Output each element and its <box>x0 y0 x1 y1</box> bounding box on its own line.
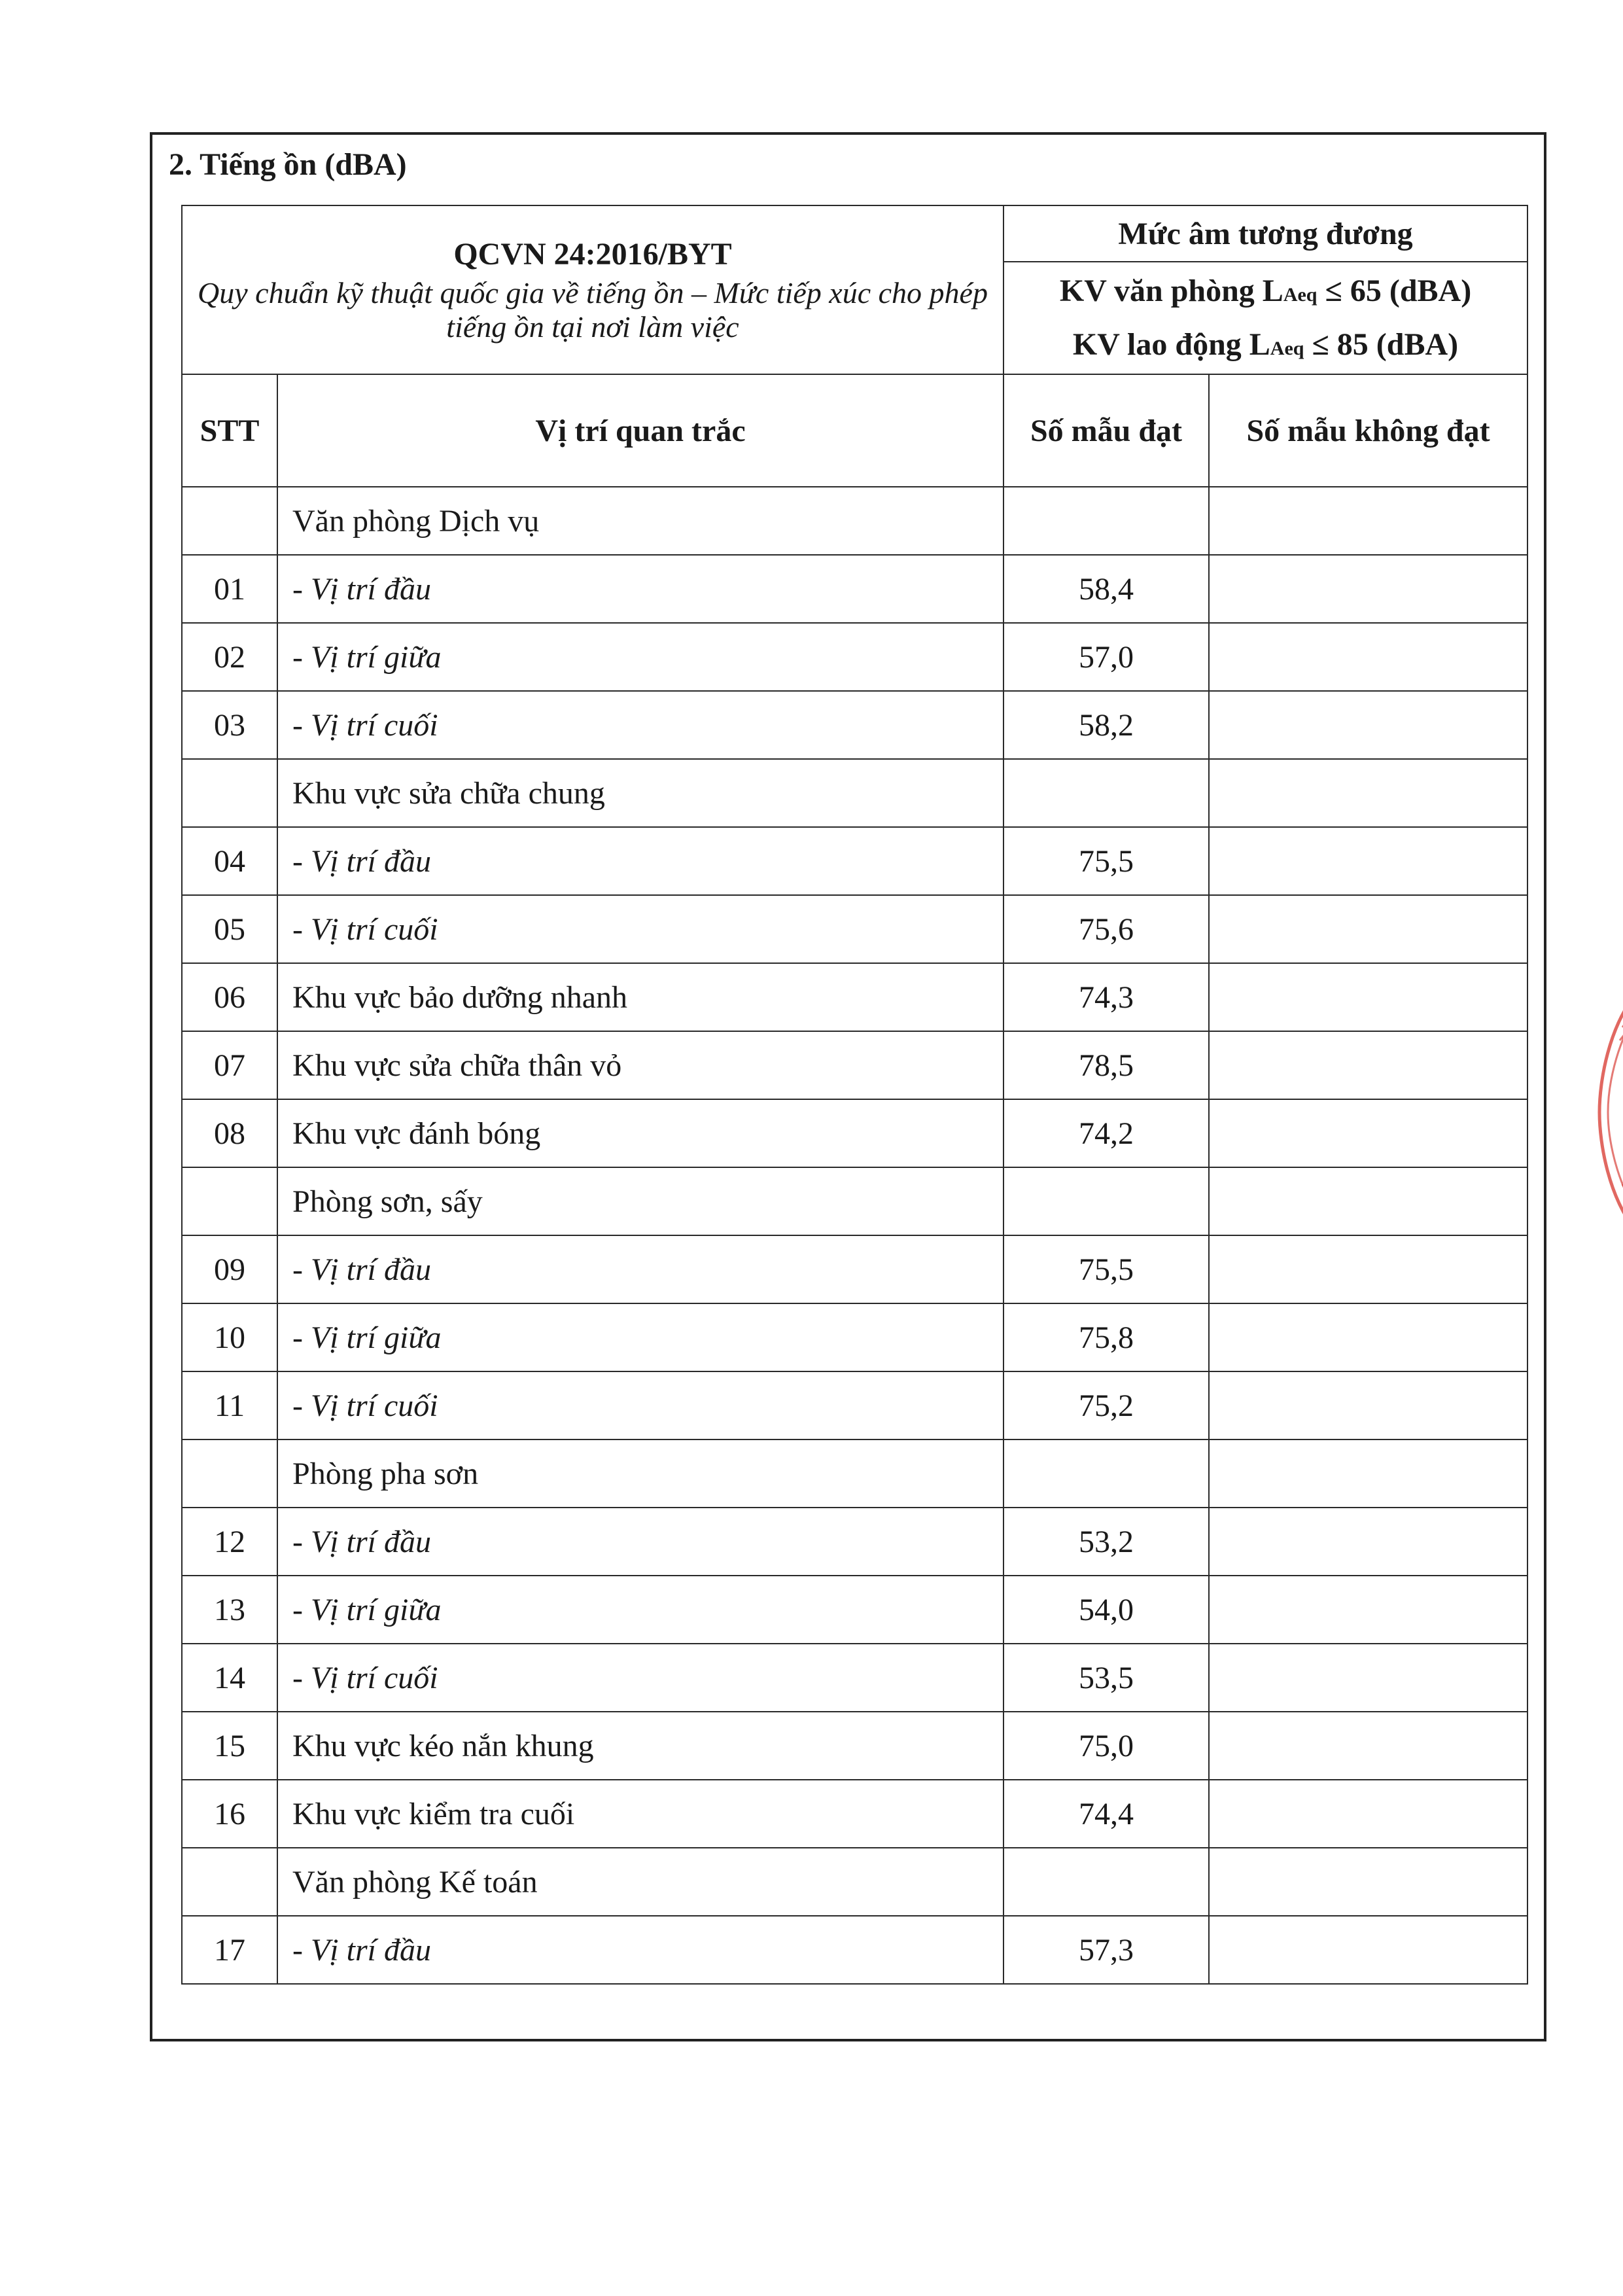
standard-code: QCVN 24:2016/BYT <box>453 236 732 272</box>
column-header-row <box>182 374 1527 487</box>
column-header-fail: Số mẫu không đạt <box>1209 374 1527 487</box>
location-cell: - Vị trí cuối <box>277 1371 1003 1439</box>
fail-value-cell <box>1209 1780 1527 1848</box>
fail-value-cell <box>1209 623 1527 691</box>
stt-cell: 10 <box>182 1303 277 1371</box>
fail-value-cell <box>1209 1099 1527 1167</box>
location-cell: Khu vực bảo dưỡng nhanh <box>277 963 1003 1031</box>
stt-cell <box>182 487 277 555</box>
pass-value-cell: 58,2 <box>1003 691 1209 759</box>
location-cell: - Vị trí đầu <box>277 1235 1003 1303</box>
location-cell: - Vị trí giữa <box>277 623 1003 691</box>
fail-value-cell <box>1209 963 1527 1031</box>
table-row <box>182 691 1527 759</box>
table-row <box>182 1644 1527 1712</box>
fail-value-cell <box>1209 1576 1527 1644</box>
table-row <box>182 487 1527 555</box>
fail-value-cell <box>1209 1439 1527 1508</box>
table-row <box>182 1371 1527 1439</box>
red-stamp-fragment <box>1596 988 1623 1237</box>
pass-value-cell: 75,8 <box>1003 1303 1209 1371</box>
location-cell: - Vị trí đầu <box>277 827 1003 895</box>
document-frame <box>150 132 1546 2041</box>
limits-cell <box>1003 262 1527 374</box>
pass-value-cell: 53,2 <box>1003 1508 1209 1576</box>
location-cell: Khu vực sửa chữa thân vỏ <box>277 1031 1003 1099</box>
table-row <box>182 1916 1527 1984</box>
location-cell: Khu vực kéo nắn khung <box>277 1712 1003 1780</box>
stt-cell: 12 <box>182 1508 277 1576</box>
location-cell: - Vị trí cuối <box>277 895 1003 963</box>
table-row <box>182 1099 1527 1167</box>
table-row <box>182 827 1527 895</box>
pass-value-cell: 54,0 <box>1003 1576 1209 1644</box>
pass-value-cell: 58,4 <box>1003 555 1209 623</box>
pass-value-cell <box>1003 1439 1209 1508</box>
column-header-location: Vị trí quan trắc <box>277 374 1003 487</box>
table-row <box>182 1712 1527 1780</box>
pass-value-cell <box>1003 1848 1209 1916</box>
fail-value-cell <box>1209 1916 1527 1984</box>
pass-value-cell: 57,0 <box>1003 623 1209 691</box>
pass-value-cell <box>1003 487 1209 555</box>
labor-limit: KV lao động LAeq ≤ 85 (dBA) <box>1072 327 1459 362</box>
fail-value-cell <box>1209 827 1527 895</box>
fail-value-cell <box>1209 1371 1527 1439</box>
pass-value-cell <box>1003 759 1209 827</box>
pass-value-cell: 57,3 <box>1003 1916 1209 1984</box>
location-cell: Khu vực đánh bóng <box>277 1099 1003 1167</box>
location-cell: - Vị trí đầu <box>277 1916 1003 1984</box>
column-header-stt: STT <box>182 374 277 487</box>
table-row <box>182 1576 1527 1644</box>
stt-cell: 03 <box>182 691 277 759</box>
location-cell: - Vị trí giữa <box>277 1303 1003 1371</box>
stt-cell: 13 <box>182 1576 277 1644</box>
standard-header-cell <box>182 205 1003 374</box>
stt-cell: 01 <box>182 555 277 623</box>
stt-cell: 02 <box>182 623 277 691</box>
location-cell: Khu vực sửa chữa chung <box>277 759 1003 827</box>
location-cell: - Vị trí giữa <box>277 1576 1003 1644</box>
fail-value-cell <box>1209 1303 1527 1371</box>
stt-cell: 11 <box>182 1371 277 1439</box>
table-row <box>182 1303 1527 1371</box>
table-row <box>182 1508 1527 1576</box>
fail-value-cell <box>1209 691 1527 759</box>
pass-value-cell: 74,2 <box>1003 1099 1209 1167</box>
table-row <box>182 1235 1527 1303</box>
column-header-pass: Số mẫu đạt <box>1003 374 1209 487</box>
pass-value-cell: 53,5 <box>1003 1644 1209 1712</box>
standard-description: Quy chuẩn kỹ thuật quốc gia về tiếng ồn – Mức tiếp xúc cho phép tiếng ồn tại nơi làm việc <box>198 275 988 344</box>
table-row <box>182 1848 1527 1916</box>
table-row <box>182 1031 1527 1099</box>
table-row <box>182 1439 1527 1508</box>
noise-table <box>181 205 1528 1985</box>
fail-value-cell <box>1209 759 1527 827</box>
level-header: Mức âm tương đương <box>1003 205 1527 262</box>
stt-cell: 16 <box>182 1780 277 1848</box>
location-cell: - Vị trí cuối <box>277 691 1003 759</box>
stt-cell: 05 <box>182 895 277 963</box>
stt-cell <box>182 1167 277 1235</box>
fail-value-cell <box>1209 1848 1527 1916</box>
stt-cell: 06 <box>182 963 277 1031</box>
fail-value-cell <box>1209 1031 1527 1099</box>
table-row <box>182 895 1527 963</box>
stt-cell <box>182 759 277 827</box>
pass-value-cell: 74,3 <box>1003 963 1209 1031</box>
stt-cell: 15 <box>182 1712 277 1780</box>
location-cell: - Vị trí cuối <box>277 1644 1003 1712</box>
office-limit: KV văn phòng LAeq ≤ 65 (dBA) <box>1059 274 1472 309</box>
table-row <box>182 963 1527 1031</box>
fail-value-cell <box>1209 1712 1527 1780</box>
fail-value-cell <box>1209 895 1527 963</box>
pass-value-cell: 75,0 <box>1003 1712 1209 1780</box>
location-cell: - Vị trí đầu <box>277 1508 1003 1576</box>
stt-cell: 14 <box>182 1644 277 1712</box>
section-title: 2. Tiếng ồn (dBA) <box>169 147 407 182</box>
fail-value-cell <box>1209 555 1527 623</box>
fail-value-cell <box>1209 1644 1527 1712</box>
fail-value-cell <box>1209 1167 1527 1235</box>
table-row <box>182 759 1527 827</box>
pass-value-cell: 78,5 <box>1003 1031 1209 1099</box>
stt-cell: 17 <box>182 1916 277 1984</box>
location-cell: Phòng sơn, sấy <box>277 1167 1003 1235</box>
pass-value-cell: 75,6 <box>1003 895 1209 963</box>
location-cell: Văn phòng Kế toán <box>277 1848 1003 1916</box>
stt-cell: 09 <box>182 1235 277 1303</box>
location-cell: Văn phòng Dịch vụ <box>277 487 1003 555</box>
table-row <box>182 623 1527 691</box>
stt-cell: 07 <box>182 1031 277 1099</box>
table-row <box>182 1167 1527 1235</box>
fail-value-cell <box>1209 1235 1527 1303</box>
pass-value-cell: 75,5 <box>1003 1235 1209 1303</box>
pass-value-cell: 75,2 <box>1003 1371 1209 1439</box>
location-cell: Khu vực kiểm tra cuối <box>277 1780 1003 1848</box>
fail-value-cell <box>1209 1508 1527 1576</box>
pass-value-cell <box>1003 1167 1209 1235</box>
location-cell: - Vị trí đầu <box>277 555 1003 623</box>
pass-value-cell: 74,4 <box>1003 1780 1209 1848</box>
stt-cell: 08 <box>182 1099 277 1167</box>
table-row <box>182 555 1527 623</box>
table-row <box>182 1780 1527 1848</box>
location-cell: Phòng pha sơn <box>277 1439 1003 1508</box>
fail-value-cell <box>1209 487 1527 555</box>
stt-cell <box>182 1848 277 1916</box>
stt-cell: 04 <box>182 827 277 895</box>
stt-cell <box>182 1439 277 1508</box>
pass-value-cell: 75,5 <box>1003 827 1209 895</box>
